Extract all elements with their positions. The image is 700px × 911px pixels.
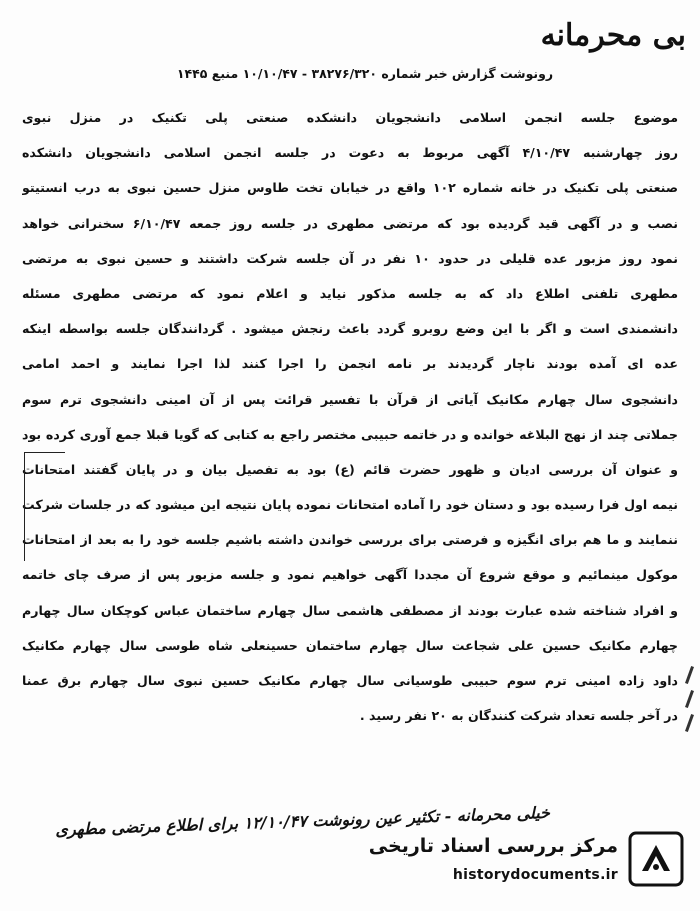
body-line: روز چهارشنبه ۴/۱۰/۴۷ آگهی مربوط به دعوت در جلسه انجمن اسلامی دانشجویان دانشکده bbox=[22, 145, 678, 161]
margin-marks bbox=[682, 660, 696, 760]
archive-name: مرکز بررسی اسناد تاریخی bbox=[368, 835, 618, 857]
archive-logo-icon bbox=[628, 831, 684, 887]
body-line: نصب و در آگهی قید گردیده بود که مرتضی مطهری در جلسه روز جمعه ۶/۱۰/۴۷ سخنرانی خواهد bbox=[22, 215, 678, 231]
report-header: رونوشت گزارش خبر شماره ۳۸۲۷۶/۳۲۰ - ۱۰/۱۰/۴۷ منبع ۱۴۴۵ bbox=[176, 66, 554, 81]
body-line: و افراد شناخته شده عبارت بودند از مصطفی هاشمی سال چهارم ساختمان عباس کوچکان سال چهارم bbox=[22, 602, 678, 618]
archive-url: historydocuments.ir bbox=[452, 867, 618, 883]
margin-bracket bbox=[24, 452, 65, 561]
body-line: داود زاده امینی ترم سوم حبیبی طوسیانی سال چهارم مکانیک حسین نبوی سال چهارم برق عمنا bbox=[22, 673, 678, 688]
body-line: صنعتی پلی تکنیک در خانه شماره ۱۰۲ واقع در خیابان تخت طاوس منزل حسین نبوی به درب انستیتو bbox=[22, 180, 678, 196]
body-line: عده ای آمده بودند ناچار گردیدند بر نامه انجمن را اجرا کنند لذا اجرا نمایند و احمد امامی bbox=[22, 356, 678, 372]
archive-watermark bbox=[368, 825, 688, 897]
body-line: موضوع جلسه انجمن اسلامی دانشجویان دانشکده صنعتی پلی تکنیک در منزل نبوی bbox=[22, 110, 678, 125]
body-line: مطهری تلفنی اطلاع داد که به جلسه مذکور نیاید و اعلام نمود که مرتضی مطهری مسئله bbox=[22, 285, 678, 301]
body-line: موکول مینمائیم و موقع شروع آن مجددا آگهی خواهیم نمود و جلسه مزبور پس از صرف چای خاتمه bbox=[22, 567, 678, 583]
body-line: نیمه اول فرا رسیده بود و دستان خود را آماده امتحانات نموده پایان نتیجه این میشود که در جلسات شرکت bbox=[22, 497, 678, 513]
body-line: دانشمندی است و اگر با این وضع روبرو گردد باعث رنجش میشود . گردانندگان جلسه بواسطه اینکه bbox=[22, 321, 678, 337]
body-line: در آخر جلسه تعداد شرکت کنندگان به ۲۰ نفر رسید . bbox=[359, 708, 678, 724]
handwritten-signature: خیلی محرمانه - تکثیر عین رونوشت ۱۲/۱۰/۴۷ برای اطلاع مرتضی مطهری bbox=[55, 802, 551, 840]
body-line: چهارم مکانیک حسین علی شجاعت سال چهارم ساختمان حسینعلی شاه طوسی سال چهارم مکانیک bbox=[22, 637, 678, 653]
body-line: جملاتی چند از نهج البلاغه خوانده و در خاتمه حبیبی مختصر راجع به کتابی که گویا قبلا جمع آوری کرده بود bbox=[22, 426, 678, 442]
classification-stamp: بی محرمانه bbox=[540, 18, 686, 53]
body-line: و عنوان آن بررسی ادیان و ظهور حضرت قائم (ع) بود به تفصیل بیان و در پایان گفتند امتحانات bbox=[22, 461, 678, 477]
document-body bbox=[22, 100, 678, 733]
body-line: دانشجوی سال چهارم مکانیک آیاتی از قرآن با تفسیر قرائت پس از آن امینی دانشجوی ترم سوم bbox=[22, 391, 678, 407]
body-line: ننمایند و ما هم برای انگیزه و فرصتی برای بررسی خواندن داشته باشیم جلسه خود را به بعد از امتحانات bbox=[22, 532, 678, 548]
body-line: نمود روز مزبور عده قلیلی در حدود ۱۰ نفر در آن جلسه شرکت داشتند و حسین نبوی به مرتضی bbox=[22, 250, 678, 266]
